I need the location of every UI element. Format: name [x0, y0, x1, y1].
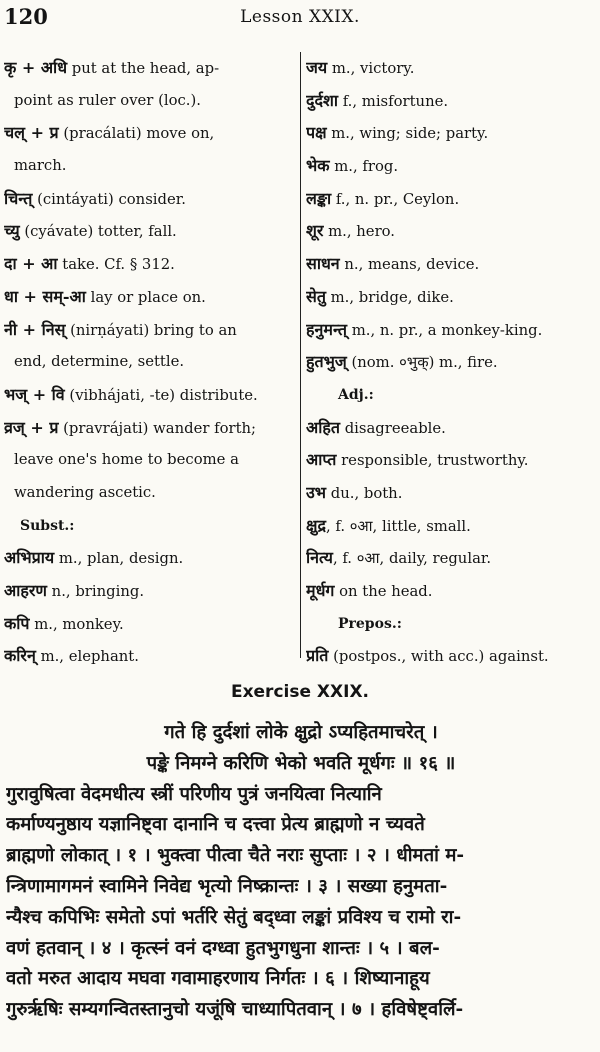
- vocab-entry: [4, 608, 296, 641]
- headword: हुतभुज्: [306, 352, 347, 372]
- exercise-line: न्यैश्च कपिभिः समेतो ऽपां भर्तरि सेतुं बद्ध्वा लङ्कां प्रविश्य च रामो रा-: [6, 906, 462, 928]
- gloss: lay or place on.: [85, 288, 206, 306]
- vocabulary-left-column: [4, 52, 296, 673]
- gloss: end, determine, settle.: [14, 353, 185, 371]
- vocab-entry: [306, 117, 596, 150]
- headword: जय: [306, 58, 328, 77]
- gloss: leave one's home to become a: [14, 451, 239, 469]
- headword: दुर्दशा: [306, 90, 339, 110]
- gloss: (nom. ०भुक्) m., fire.: [346, 354, 498, 372]
- vocab-entry: [306, 542, 596, 575]
- headword: भेक: [306, 156, 330, 176]
- exercise-line: कर्माण्यनुष्ठाय यज्ञानिष्ट्वा दानानि च दत्त्वा प्रेत्य ब्राह्मणो न च्यवते: [6, 814, 425, 836]
- gloss: (pravrájati) wander forth;: [58, 419, 257, 437]
- section-heading: Adj.:: [338, 386, 374, 403]
- verse-line: गते हि दुर्दशां लोके क्षुद्रो ऽप्यहितमाचरेत् ।: [164, 722, 438, 743]
- vocab-entry: [306, 248, 596, 281]
- headword: नी + निस्: [4, 319, 66, 339]
- headword: करिन्: [4, 646, 36, 666]
- headword: धा + सम्-आ: [4, 286, 86, 306]
- exercise-title: Exercise XXIX.: [230, 682, 370, 702]
- vocab-entry: [4, 542, 296, 575]
- headword: कपि: [4, 613, 30, 633]
- exercise-text: [6, 718, 596, 1026]
- vocab-entry: [4, 575, 296, 608]
- gloss: m., wing; side; party.: [326, 125, 489, 143]
- gloss: m., n. pr., a monkey-king.: [347, 321, 543, 339]
- page-number: 120: [4, 4, 48, 29]
- vocab-entry: [306, 575, 596, 608]
- vocab-entry: [4, 281, 296, 314]
- section-heading: Subst.:: [20, 517, 75, 534]
- headword: साधन: [306, 254, 340, 274]
- vocab-entry: [306, 444, 596, 477]
- headword: हनुमन्त्: [306, 319, 347, 339]
- exercise-line: ब्राह्मणो लोकात् । १ । भुक्त्वा पीत्वा चैते नराः सुप्ताः । २ । धीमतां म-: [6, 845, 465, 867]
- gloss: (vibhájati, -te) distribute.: [64, 386, 258, 404]
- gloss: march.: [14, 157, 67, 175]
- headword: कृ + अधि: [4, 58, 68, 77]
- gloss: , f. ०आ, little, small.: [325, 517, 471, 535]
- section-heading: Prepos.:: [338, 615, 402, 632]
- vocabulary-right-column: [306, 52, 596, 673]
- vocab-entry: [306, 183, 596, 216]
- gloss: du., both.: [326, 484, 403, 502]
- running-title: Lesson XXIX.: [240, 7, 360, 27]
- vocab-entry: [4, 640, 296, 673]
- exercise-line: न्त्रिणामागमनं स्वामिने निवेद्य भृत्यो निष्क्रान्तः । ३ । सख्या हनुमता-: [6, 875, 448, 897]
- vocab-entry: [4, 477, 296, 510]
- gloss: , f. ०आ, daily, regular.: [332, 550, 492, 568]
- headword: नित्य: [306, 548, 333, 568]
- gloss: responsible, trustworthy.: [336, 452, 529, 470]
- headword: लङ्का: [306, 188, 332, 208]
- gloss: m., plan, design.: [54, 550, 184, 568]
- gloss: m., frog.: [329, 158, 399, 176]
- gloss: m., victory.: [327, 60, 415, 77]
- headword: दा + आ: [4, 254, 58, 274]
- vocab-entry: [4, 346, 296, 379]
- vocab-entry: [4, 117, 296, 150]
- headword: व्रज् + प्र: [4, 417, 59, 437]
- headword: मूर्धग: [306, 581, 335, 600]
- vocab-entry: [306, 281, 596, 314]
- gloss: m., hero.: [323, 223, 395, 241]
- vocab-entry: [4, 150, 296, 183]
- gloss: m., bridge, dike.: [325, 288, 454, 306]
- verse-line: पङ्के निमग्ने करिणि भेको भवति मूर्धगः ॥ १६ ॥: [146, 752, 456, 774]
- gloss: n., bringing.: [46, 583, 145, 600]
- gloss: point as ruler over (loc.).: [14, 91, 201, 109]
- headword: उभ: [306, 482, 327, 502]
- vocab-entry: [4, 412, 296, 445]
- headword: आप्त: [306, 450, 337, 470]
- gloss: f., misfortune.: [338, 92, 449, 110]
- vocab-entry: [4, 248, 296, 281]
- gloss: (nirṇáyati) bring to an: [65, 321, 237, 339]
- gloss: (cintáyati) consider.: [32, 190, 186, 208]
- vocab-entry: [306, 477, 596, 510]
- gloss: f., n. pr., Ceylon.: [331, 190, 460, 208]
- vocab-entry: [306, 346, 596, 379]
- vocab-entry: [306, 52, 596, 85]
- gloss: (postpos., with acc.) against.: [328, 648, 549, 666]
- gloss: (pracálati) move on,: [58, 125, 215, 143]
- gloss: put at the head, ap-: [67, 60, 220, 77]
- headword: सेतु: [306, 286, 326, 306]
- gloss: m., elephant.: [35, 648, 139, 666]
- headword: चिन्त्: [4, 188, 33, 208]
- exercise-line: गुरुर्ऋषिः सम्यगन्वितस्तानुचो यजूंषि चाध्यापितवान् । ७ । हविषेष्ट्वर्लि-: [6, 999, 464, 1021]
- gloss: wandering ascetic.: [14, 483, 156, 501]
- vocab-entry: [4, 85, 296, 118]
- headword: आहरण: [4, 581, 47, 600]
- page-header: [0, 4, 600, 34]
- exercise-line: वणं हतवान् । ४ । कृत्स्नं वनं दग्ध्वा हुतभुगधुना शान्तः । ५ । बल-: [6, 937, 440, 959]
- headword: प्रति: [306, 646, 329, 666]
- vocab-entry: [4, 444, 296, 477]
- vocab-entry: [306, 412, 596, 445]
- vocab-entry: [306, 215, 596, 248]
- headword: च्यु: [4, 221, 20, 241]
- exercise-line: गुरावुषित्वा वेदमधीत्य स्त्रीं परिणीय पुत्रं जनयित्वा नित्यानि: [6, 783, 382, 805]
- headword: शूर: [306, 221, 324, 241]
- vocab-entry: [306, 314, 596, 347]
- vocab-entry: [306, 85, 596, 118]
- vocab-entry: [4, 379, 296, 412]
- vocab-entry: [306, 150, 596, 183]
- gloss: take. Cf. § 312.: [57, 256, 175, 274]
- vocab-entry: [4, 314, 296, 347]
- headword: भज् + वि: [4, 384, 65, 404]
- headword: पक्ष: [306, 123, 327, 143]
- headword: चल् + प्र: [4, 123, 59, 143]
- gloss: disagreeable.: [339, 419, 446, 437]
- column-divider: [300, 52, 301, 658]
- headword: अहित: [306, 417, 340, 437]
- exercise-line: वतो मरुत आदाय मघवा गवामाहरणाय निर्गतः । ६ । शिष्यानाहूय: [6, 968, 430, 990]
- vocab-entry: [306, 510, 596, 543]
- vocab-entry: [4, 183, 296, 216]
- gloss: m., monkey.: [29, 615, 124, 633]
- gloss: on the head.: [334, 583, 433, 600]
- vocab-entry: [4, 215, 296, 248]
- headword: क्षुद्र: [306, 515, 326, 535]
- gloss: n., means, device.: [339, 256, 480, 274]
- headword: अभिप्राय: [4, 548, 55, 568]
- vocab-entry: [306, 640, 596, 673]
- gloss: (cyávate) totter, fall.: [19, 223, 177, 241]
- vocab-entry: [4, 52, 296, 85]
